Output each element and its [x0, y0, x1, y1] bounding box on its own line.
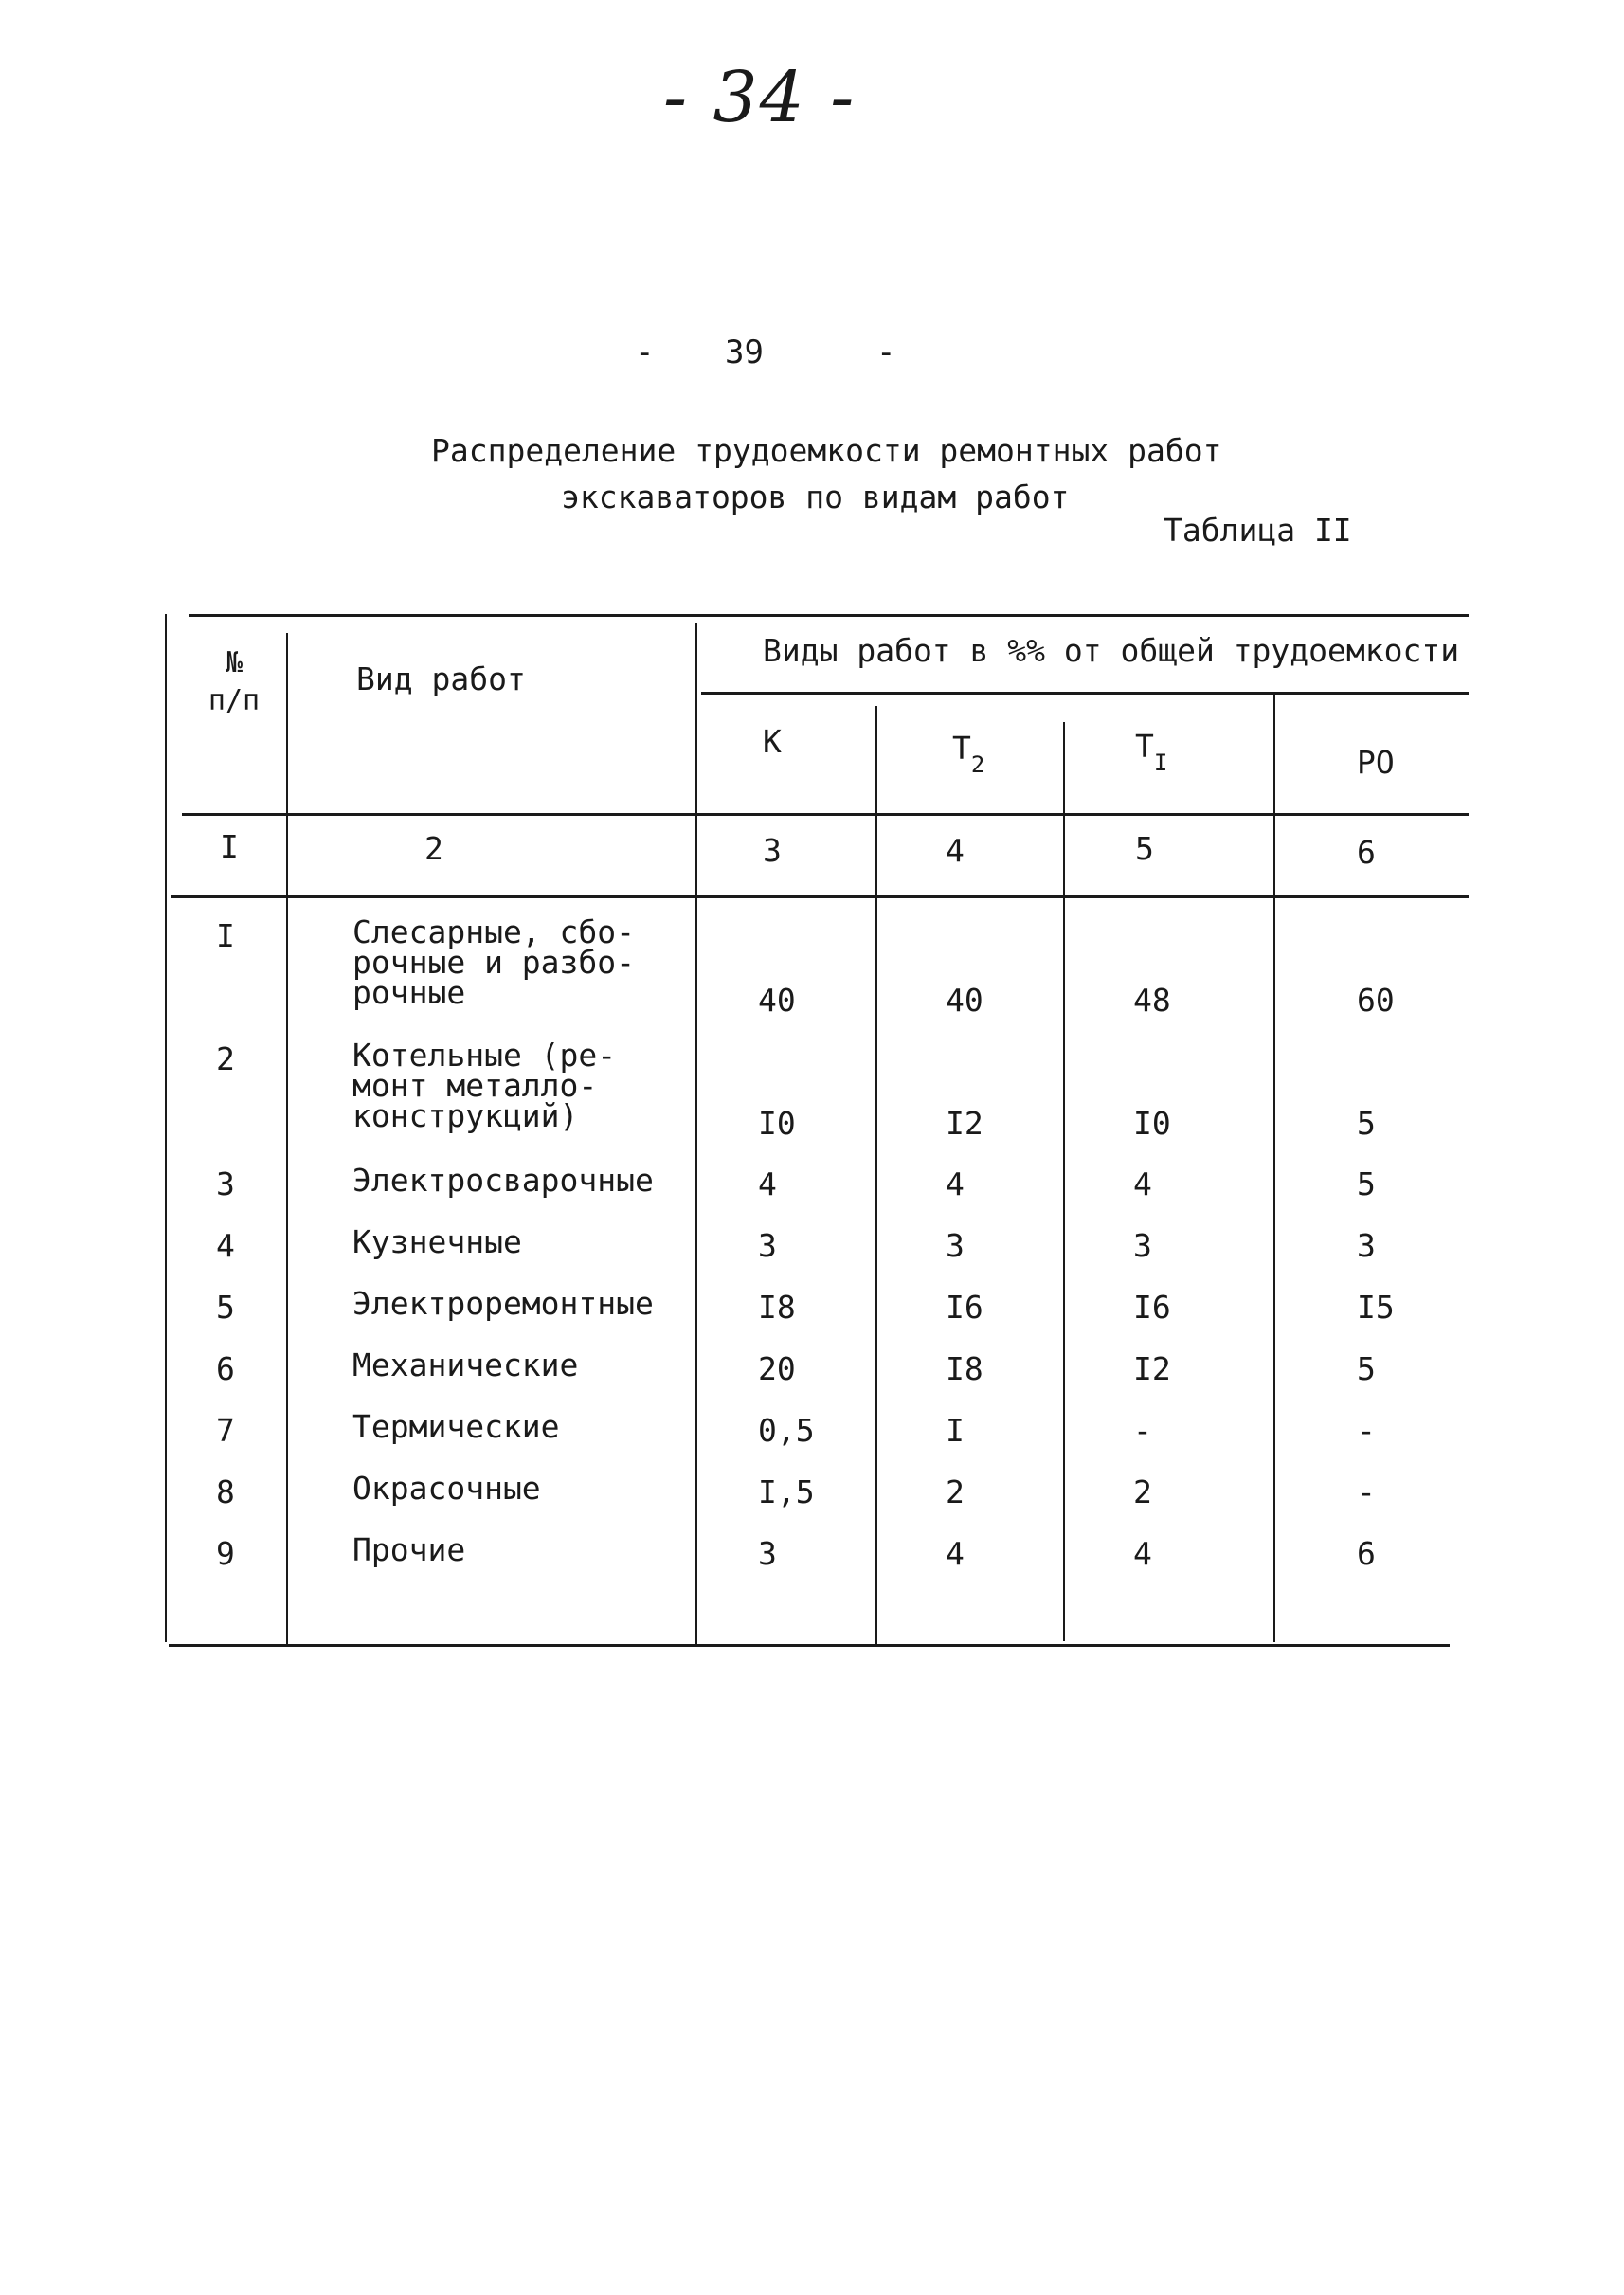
rule-header-bottom: [182, 813, 1469, 816]
row-name: Электроремонтные: [352, 1285, 654, 1322]
header-group: Виды работ в %% от общей трудоемкости: [763, 632, 1460, 669]
row-t2: 4: [946, 1166, 965, 1202]
rule-bottom: [169, 1644, 1450, 1647]
row-t1: -: [1133, 1412, 1152, 1449]
vline-1: [286, 633, 288, 1645]
row-name: Прочие: [352, 1531, 466, 1568]
row-k: 20: [758, 1350, 796, 1387]
colnum-2: 2: [424, 830, 443, 867]
rule-top: [189, 614, 1469, 617]
vline-4: [1063, 722, 1065, 1641]
row-t1: I0: [1133, 1105, 1171, 1142]
header-t2-sub: 2: [970, 751, 985, 778]
row-t2: I8: [946, 1350, 983, 1387]
handwritten-page-number: - 34 -: [663, 57, 857, 138]
row-num: 7: [216, 1412, 235, 1449]
row-t1: 2: [1133, 1473, 1152, 1510]
row-ro: 3: [1357, 1227, 1376, 1264]
row-name: Кузнечные: [352, 1223, 522, 1260]
header-t1-sub: I: [1153, 750, 1168, 776]
header-t1-base: Т: [1135, 728, 1154, 765]
row-t2: 4: [946, 1535, 965, 1572]
row-num: I: [216, 917, 235, 954]
row-ro: 5: [1357, 1105, 1376, 1142]
row-t2: I6: [946, 1289, 983, 1326]
row-num: 6: [216, 1350, 235, 1387]
colnum-4: 4: [946, 832, 965, 869]
vline-2: [695, 623, 697, 1645]
row-ro: -: [1357, 1473, 1376, 1510]
row-name: Термические: [352, 1408, 560, 1445]
row-t2: 3: [946, 1227, 965, 1264]
row-ro: 5: [1357, 1350, 1376, 1387]
row-num: 8: [216, 1473, 235, 1510]
row-t1: I2: [1133, 1350, 1171, 1387]
row-k: I,5: [758, 1473, 815, 1510]
row-t1: 4: [1133, 1166, 1152, 1202]
header-k: К: [763, 723, 782, 760]
row-k: I8: [758, 1289, 796, 1326]
title-line-1: Распределение трудоемкости ремонтных работ: [431, 432, 1222, 469]
row-k: I0: [758, 1105, 796, 1142]
row-t1: 48: [1133, 982, 1171, 1019]
vline-left: [165, 614, 167, 1642]
row-num: 4: [216, 1227, 235, 1264]
row-t1: I6: [1133, 1289, 1171, 1326]
printed-page-number: 39: [725, 334, 764, 371]
row-name: Механические: [352, 1346, 579, 1383]
vline-3: [875, 706, 877, 1644]
row-name: Котельные (ре- монт металло- конструкций): [352, 1037, 617, 1134]
row-k: 3: [758, 1535, 777, 1572]
row-ro: -: [1357, 1412, 1376, 1449]
row-k: 3: [758, 1227, 777, 1264]
row-num: 3: [216, 1166, 235, 1202]
row-k: 40: [758, 982, 796, 1019]
row-t2: 40: [946, 982, 983, 1019]
colnum-6: 6: [1357, 834, 1376, 871]
row-num: 9: [216, 1535, 235, 1572]
row-k: 4: [758, 1166, 777, 1202]
row-t1: 3: [1133, 1227, 1152, 1264]
header-t2: [952, 730, 985, 778]
row-ro: 5: [1357, 1166, 1376, 1202]
printed-page-dash-right: -: [876, 334, 896, 371]
colnum-3: 3: [763, 832, 782, 869]
header-t2-base: Т: [952, 730, 971, 767]
row-name: Слесарные, сбо- рочные и разбо- рочные: [352, 913, 636, 1011]
row-ro: I5: [1357, 1289, 1395, 1326]
row-t2: I: [946, 1412, 965, 1449]
row-t2: 2: [946, 1473, 965, 1510]
colnum-1: I: [220, 828, 239, 865]
row-ro: 6: [1357, 1535, 1376, 1572]
row-t1: 4: [1133, 1535, 1152, 1572]
row-name: Электросварочные: [352, 1162, 654, 1199]
row-num: 2: [216, 1040, 235, 1077]
rule-group: [701, 692, 1469, 695]
table-label: Таблица II: [1164, 512, 1352, 549]
row-k: 0,5: [758, 1412, 815, 1449]
header-t1: [1135, 728, 1168, 776]
header-num: № п/п: [208, 646, 261, 717]
row-name: Окрасочные: [352, 1470, 541, 1507]
printed-page-dash-left: -: [635, 334, 655, 371]
row-t2: I2: [946, 1105, 983, 1142]
row-ro: 60: [1357, 982, 1395, 1019]
title-line-2: экскаваторов по видам работ: [561, 479, 1070, 515]
header-ro: РО: [1357, 744, 1395, 781]
header-work-type: Вид работ: [356, 660, 526, 697]
vline-5: [1273, 695, 1275, 1642]
row-num: 5: [216, 1289, 235, 1326]
colnum-5: 5: [1135, 830, 1154, 867]
